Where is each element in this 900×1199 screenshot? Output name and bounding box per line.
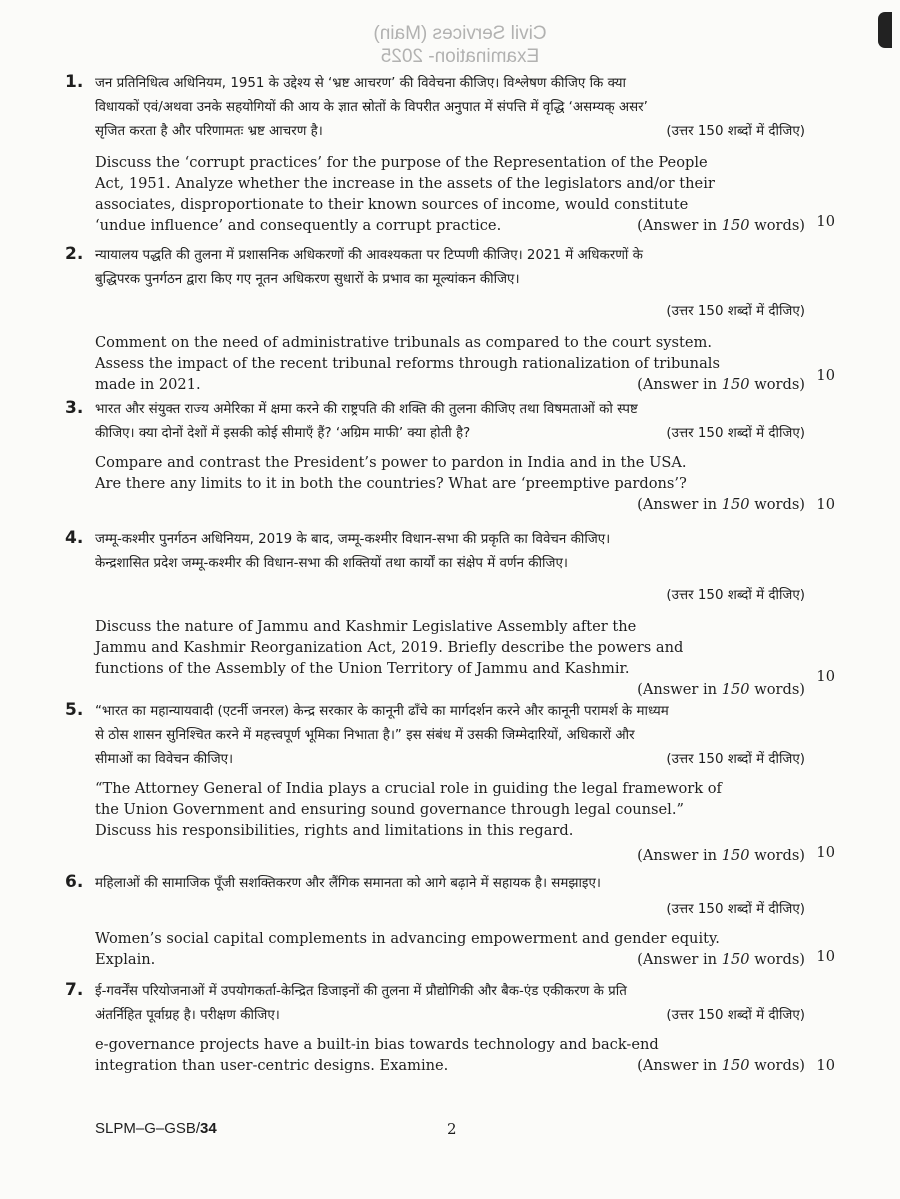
question-4	[65, 528, 835, 700]
english-line: Comment on the need of administrative tribunals as compared to the court system.	[95, 334, 712, 351]
hindi-word-limit: (उत्तर 150 शब्दों में दीजिए)	[666, 304, 805, 319]
english-line: Act, 1951. Analyze whether the increase in the assets of the legislators and/or their	[95, 175, 715, 192]
question-3	[65, 398, 835, 515]
question-number: 4.	[65, 528, 84, 548]
english-line: e-governance projects have a built-in bias towards technology and back-end	[95, 1036, 659, 1053]
question-english	[95, 332, 805, 395]
question-number: 5.	[65, 700, 84, 720]
question-7	[65, 980, 835, 1076]
hindi-line: जन प्रतिनिधित्व अधिनियम, 1951 के उद्देश्य से ‘भ्रष्ट आचरण’ की विवेचना कीजिए। विश्लेषण कीजिए कि क्या	[95, 76, 626, 91]
english-line: Jammu and Kashmir Reorganization Act, 2019. Briefly describe the powers and	[95, 639, 684, 656]
hindi-line: भारत और संयुक्त राज्य अमेरिका में क्षमा करने की राष्ट्रपति की शक्ति की तुलना कीजिए तथा विषमताओं को स्पष्ट	[95, 402, 638, 417]
english-line: made in 2021. (Answer in 150 words)	[95, 376, 805, 393]
hindi-line: से ठोस शासन सुनिश्चित करने में महत्त्वपूर्ण भूमिका निभाता है।” इस संबंध में उसकी जिम्मेदारियों, अधिकारों और	[95, 728, 635, 743]
hindi-line: “भारत का महान्यायवादी (एटर्नी जनरल) केन्द्र सरकार के कानूनी ढाँचे का मार्गदर्शन करने और कानूनी परामर्श के माध्यम	[95, 704, 669, 719]
question-english	[95, 778, 805, 866]
hindi-word-limit: (उत्तर 150 शब्दों में दीजिए)	[666, 588, 805, 603]
question-hindi	[95, 700, 805, 772]
question-1	[65, 72, 835, 236]
question-english	[95, 452, 805, 515]
question-english	[95, 1034, 805, 1076]
english-line: functions of the Assembly of the Union Territory of Jammu and Kashmir.	[95, 660, 630, 677]
hindi-line: न्यायालय पद्धति की तुलना में प्रशासनिक अधिकरणों की आवश्यकता पर टिप्पणी कीजिए। 2021 में अधिकरणों के	[95, 248, 643, 263]
hindi-line: केन्द्रशासित प्रदेश जम्मू-कश्मीर की विधान-सभा की शक्तियों तथा कार्यों का संक्षेप में वर्णन कीजिए।	[95, 556, 568, 571]
question-hindi	[95, 244, 805, 324]
hindi-word-limit: (उत्तर 150 शब्दों में दीजिए)	[666, 124, 805, 139]
marks: 10	[816, 367, 835, 384]
hindi-line: सृजित करता है और परिणामतः भ्रष्ट आचरण है। (उत्तर 150 शब्दों में दीजिए)	[95, 120, 805, 144]
english-word-limit: (Answer in 150 words)	[637, 217, 805, 234]
bleed-line-2: Examination- 2025	[380, 46, 540, 67]
hindi-line: सीमाओं का विवेचन कीजिए। (उत्तर 150 शब्दों में दीजिए)	[95, 748, 805, 772]
page-edge-mark	[878, 12, 892, 48]
english-line: Discuss the nature of Jammu and Kashmir Legislative Assembly after the	[95, 618, 637, 635]
hindi-word-limit: (उत्तर 150 शब्दों में दीजिए)	[666, 426, 805, 441]
question-hindi	[95, 398, 805, 446]
question-6	[65, 872, 835, 970]
hindi-line: बुद्धिपरक पुनर्गठन द्वारा किए गए नूतन अधिकरण सुधारों के प्रभाव का मूल्यांकन कीजिए।	[95, 272, 520, 287]
english-word-limit: (Answer in 150 words)	[637, 681, 805, 698]
english-line: Are there any limits to it in both the countries? What are ‘preemptive pardons’?	[95, 475, 687, 492]
english-line: Compare and contrast the President’s power to pardon in India and in the USA.	[95, 454, 687, 471]
bleed-through-header	[330, 22, 590, 68]
english-word-limit: (Answer in 150 words)	[637, 951, 805, 968]
marks: 10	[816, 948, 835, 965]
question-english	[95, 616, 805, 700]
hindi-line: ई-गवर्नेंस परियोजनाओं में उपयोगकर्ता-केन्द्रित डिजाइनों की तुलना में प्रौद्योगिकी और बैक-एंड एकीकरण के प्रति	[95, 984, 627, 999]
english-line: the Union Government and ensuring sound governance through legal counsel.”	[95, 801, 684, 818]
english-line: Assess the impact of the recent tribunal reforms through rationalization of tribunals	[95, 355, 720, 372]
hindi-line: जम्मू-कश्मीर पुनर्गठन अधिनियम, 2019 के बाद, जम्मू-कश्मीर विधान-सभा की प्रकृति का विवेचन कीजिए।	[95, 532, 611, 547]
english-word-limit: (Answer in 150 words)	[637, 1057, 805, 1074]
paper-code: SLPM–G–GSB/34	[95, 1120, 217, 1137]
question-5	[65, 700, 835, 866]
question-2	[65, 244, 835, 395]
english-line: associates, disproportionate to their known sources of income, would constitute	[95, 196, 689, 213]
english-word-limit: (Answer in 150 words)	[637, 376, 805, 393]
question-hindi	[95, 528, 805, 608]
page-number: 2	[447, 1120, 457, 1138]
english-line: Discuss the ‘corrupt practices’ for the purpose of the Representation of the People	[95, 154, 708, 171]
english-word-limit: (Answer in 150 words)	[637, 496, 805, 513]
question-number: 1.	[65, 72, 84, 92]
english-line: ‘undue influence’ and consequently a corrupt practice. (Answer in 150 words)	[95, 217, 805, 234]
bleed-line-1: Civil Services (Main)	[373, 23, 547, 44]
question-number: 7.	[65, 980, 84, 1000]
marks: 10	[816, 1057, 835, 1074]
question-hindi	[95, 72, 805, 144]
hindi-line: विधायकों एवं/अथवा उनके सहयोगियों की आय के ज्ञात स्रोतों के विपरीत अनुपात में संपत्ति में वृद्धि ‘असम्यक् असर’	[95, 100, 648, 115]
question-english	[95, 928, 805, 970]
english-line: Women’s social capital complements in advancing empowerment and gender equity.	[95, 930, 720, 947]
hindi-word-limit: (उत्तर 150 शब्दों में दीजिए)	[666, 1008, 805, 1023]
question-hindi	[95, 872, 805, 922]
hindi-line: महिलाओं की सामाजिक पूँजी सशक्तिकरण और लैंगिक समानता को आगे बढ़ाने में सहायक है। समझाइए।	[95, 876, 601, 891]
english-line: Explain. (Answer in 150 words)	[95, 951, 805, 968]
marks: 10	[816, 213, 835, 230]
english-line: Discuss his responsibilities, rights and limitations in this regard.	[95, 822, 574, 839]
marks: 10	[816, 668, 835, 685]
question-number: 3.	[65, 398, 84, 418]
question-hindi	[95, 980, 805, 1028]
english-line: integration than user-centric designs. Examine. (Answer in 150 words)	[95, 1057, 805, 1074]
english-word-limit: (Answer in 150 words)	[637, 847, 805, 864]
hindi-word-limit: (उत्तर 150 शब्दों में दीजिए)	[666, 752, 805, 767]
hindi-line: अंतर्निहित पूर्वाग्रह है। परीक्षण कीजिए। (उत्तर 150 शब्दों में दीजिए)	[95, 1004, 805, 1028]
hindi-word-limit: (उत्तर 150 शब्दों में दीजिए)	[666, 902, 805, 917]
hindi-line: कीजिए। क्या दोनों देशों में इसकी कोई सीमाएँ हैं? ‘अग्रिम माफी’ क्या होती है? (उत्तर 150 शब्दों में दीजिए)	[95, 422, 805, 446]
question-number: 6.	[65, 872, 84, 892]
marks: 10	[816, 844, 835, 861]
marks: 10	[816, 496, 835, 513]
question-number: 2.	[65, 244, 84, 264]
question-english	[95, 152, 805, 236]
english-line: “The Attorney General of India plays a crucial role in guiding the legal framework of	[95, 780, 722, 797]
